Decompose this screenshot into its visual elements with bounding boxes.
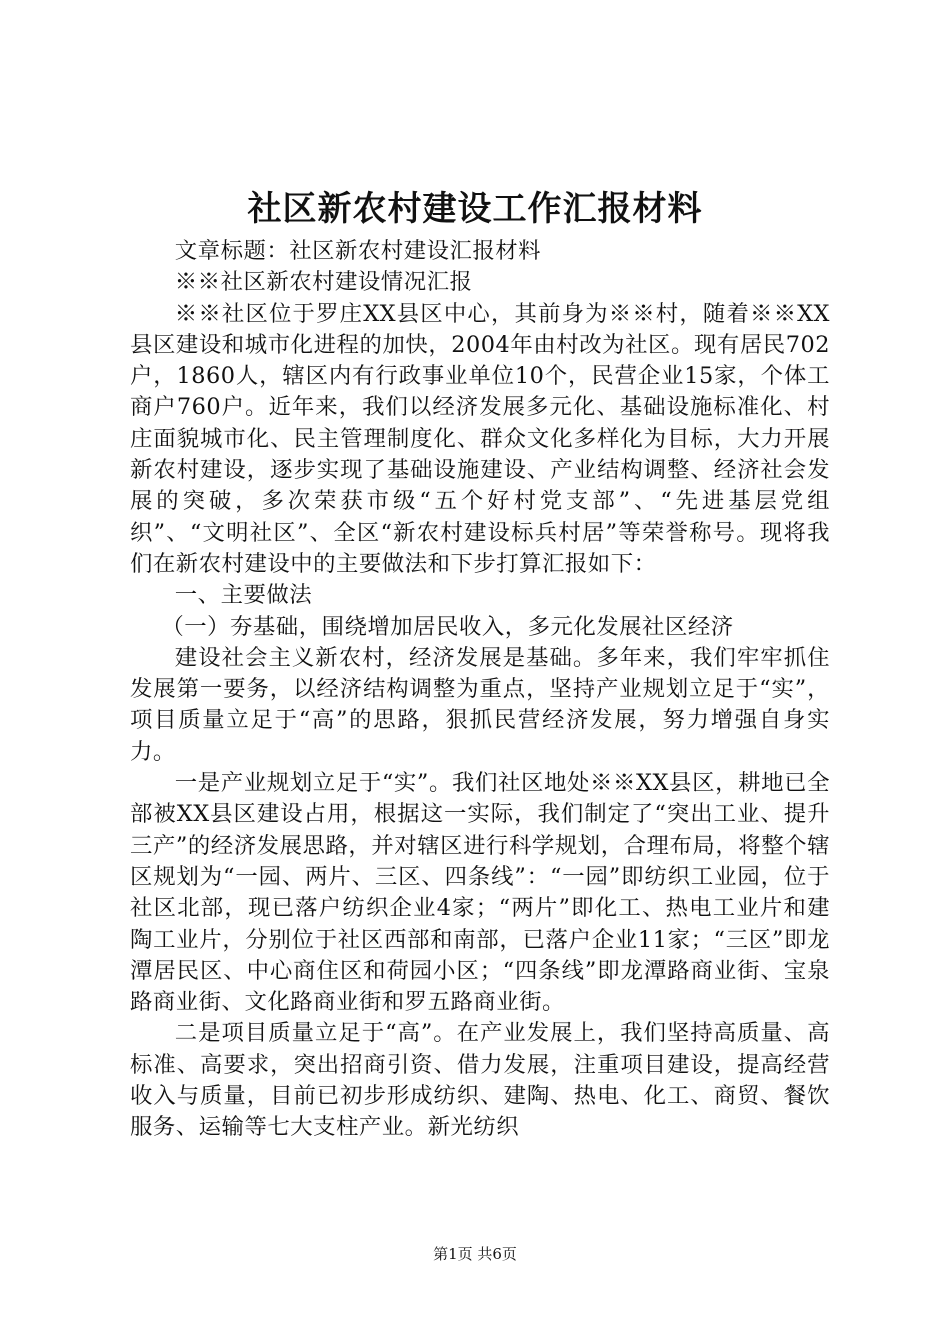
subsection-heading: （一）夯基础，围绕增加居民收入，多元化发展社区经济 xyxy=(161,613,734,640)
intro-paragraph: ※※社区位于罗庄XX县区中心，其前身为※※村，随着※※XX县区建设和城市化进程的加快，2004年由村改为社区。现有居民702户，1860人，辖区内有行政事业单位10个，民营企业15家，个体工商户760户。近年来，我们以经济发展多元化、基础设施标准化、村庄面貌城市化、民主管理制度化、群众文化多样化为目标，大力开展新农村建设，逐步实现了基础设施建设、产业结构调整、经济社会发展的突破，多次荣获市级“五个好村党支部”、“先进基层党组织”、“文明社区”、全区“新农村建设标兵村居”等荣誉称号。现将我们在新农村建设中的主要做法和下步打算汇报如下： xyxy=(130,300,830,577)
article-title-line: 文章标题：社区新农村建设汇报材料 xyxy=(174,238,542,264)
body-paragraph: 二是项目质量立足于“高”。在产业发展上，我们坚持高质量、高标准、高要求，突出招商引资、借力发展，注重项目建设，提高经营收入与质量，目前已初步形成纺织、建陶、热电、化工、商贸、餐饮服务、运输等七大支柱产业。新光纺织 xyxy=(130,1020,830,1141)
report-heading-line: ※※社区新农村建设情况汇报 xyxy=(174,269,473,296)
document-body xyxy=(130,236,830,1144)
page-footer: 第1页 共6页 xyxy=(433,1245,517,1263)
document-title: 社区新农村建设工作汇报材料 xyxy=(247,189,703,229)
body-paragraph: 一是产业规划立足于“实”。我们社区地处※※XX县区，耕地已全部被XX县区建设占用，根据这一实际，我们制定了“突出工业、提升三产”的经济发展思路，并对辖区进行科学规划，合理布局，将整个辖区规划为“一园、两片、三区、四条线”：“一园”即纺织工业园，位于社区北部，现已落户纺织企业4家；“两片”即化工、热电工业片和建陶工业片，分别位于社区西部和南部，已落户企业11家；“三区”即龙潭居民区、中心商住区和荷园小区；“四条线”即龙潭路商业街、宝泉路商业街、文化路商业街和罗五路商业街。 xyxy=(130,770,830,1016)
body-paragraph: 建设社会主义新农村，经济发展是基础。多年来，我们牢牢抓住发展第一要务，以经济结构调整为重点，坚持产业规划立足于“实”，项目质量立足于“高”的思路，狠抓民营经济发展，努力增强自身实力。 xyxy=(130,644,830,765)
section-heading: 一、主要做法 xyxy=(174,582,313,609)
